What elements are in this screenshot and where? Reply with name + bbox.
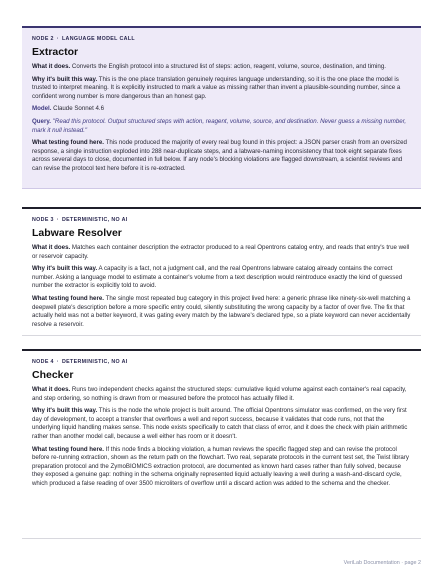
node-tag [32, 36, 411, 42]
testing-found: What testing found here. If this node finds a blocking violation, a human reviews the specific flagged step and can revise the protocol before re-running extraction, shown as the return path on the flowchart. Two real, separate protocols in the current test set, the Twist library preparation protocol and the ZymoBIOMICS extraction protocol, are documented as known hard cases rather than fully solved, because they exposed a genuine gap: nothing in the schema originally represented liquid actually leaving a well during a wash-and-discard cycle, which produced a false reading of over 3500 microliters of overflow until a discard action was added to the schema and the checker. [32, 445, 409, 487]
why-built: Why it's built this way. A capacity is a fact, not a judgment call, and the real Opentrons labware catalog already contains the correct number. Asking a language model to estimate a container's volume from a text description would reintroduce exactly the kind of guessed number the extractor is explicitly told to avoid. [32, 265, 403, 290]
node-kind: DETERMINISTIC, NO AI [61, 217, 128, 223]
query-line: Query. "Read this protocol. Output structured steps with action, reagent, volume, source, and destination. Never guess a missing number, mark it null instead." [32, 117, 407, 134]
node-title: Labware Resolver [32, 227, 122, 239]
checker-card [22, 349, 421, 539]
extractor-card [22, 26, 421, 189]
tag-separator: · [56, 217, 59, 223]
tag-separator: · [56, 36, 59, 42]
node-number: NODE 3 [32, 217, 54, 223]
node-kind: DETERMINISTIC, NO AI [61, 359, 128, 365]
what-it-does: What it does. Matches each container description the extractor produced to a real Opentrons catalog entry, and reads that entry's true well or reservoir capacity. [32, 244, 410, 260]
node-tag [32, 217, 411, 223]
model-line: Model. Claude Sonnet 4.6 [32, 105, 105, 113]
node-kind: LANGUAGE MODEL CALL [61, 36, 136, 42]
labware-resolver-card [22, 207, 421, 336]
what-it-does: What it does. Runs two independent checks against the structured steps: cumulative liquid volume against each container's real capacity, and step ordering, so nothing is drawn from or measured before the protocol has actually filled it. [32, 386, 407, 402]
why-built: Why it's built this way. This is the node the whole project is built around. The official Opentrons simulator was confirmed, on the very first day of development, to accept a transfer that overflows a well and report success, because it validates that code runs, not that the underlying liquid handling makes sense. This node exists specifically to catch that class of error, and it does the check with plain arithmetic rather than another model call, because a well either has room or it doesn't. [32, 407, 408, 440]
what-it-does: What it does. Converts the English protocol into a structured list of steps: action, reagent, volume, source, destination, and timing. [32, 63, 386, 70]
node-title: Extractor [32, 46, 79, 58]
node-title: Checker [32, 369, 74, 381]
node-number: NODE 4 [32, 359, 54, 365]
node-number: NODE 2 [32, 36, 54, 42]
testing-found: What testing found here. This node produced the majority of every real bug found in this project: a JSON parser crash from an oversized response, a single instruction exploded into 288 near-duplicate steps, and a labware-naming inconsistency that took eight separate fixes across several days to close, documented in full below. If any node's blocking violations are flagged downstream, a scientist reviews and can revise the protocol text here before it is re-extracted. [32, 139, 407, 172]
testing-found: What testing found here. The single most repeated bug category in this project lived here: a generic phrase like ninety-six-well matching a deepwell plate's description before a more specific entry could, silently substituting the wrong capacity by a factor of over five. The fix that actually held was not a better keyword, it was gating every match by the labware's declared type, so a plate keyword can never accidentally resolve a reservoir. [32, 294, 411, 328]
tag-separator: · [56, 359, 59, 365]
page-footer: VeriLab Documentation · page 2 [343, 560, 421, 566]
why-built: Why it's built this way. This is the one place translation genuinely requires language understanding, so it is the one place the model is trusted to interpret meaning. It is explicitly instructed to mark a value as missing rather than invent a plausible-sounding number, since a confident wrong number is more dangerous than an honest gap. [32, 75, 401, 100]
node-tag [32, 359, 411, 365]
